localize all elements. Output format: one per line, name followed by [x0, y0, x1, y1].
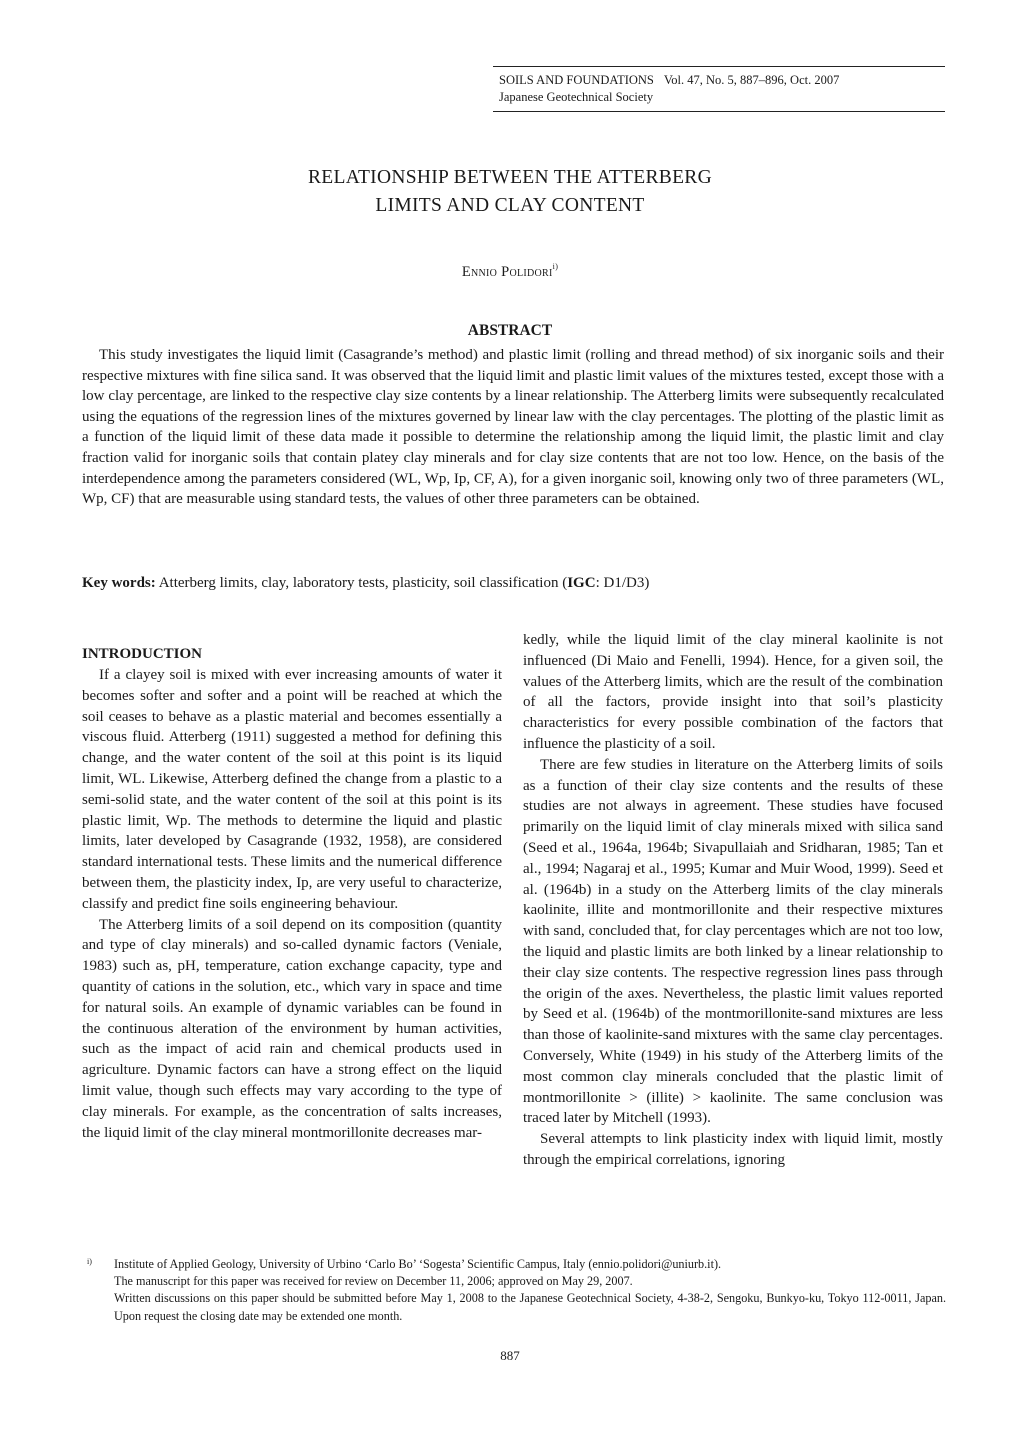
left-column [82, 646, 502, 1143]
introduction-heading: INTRODUCTION [82, 646, 203, 662]
journal-info-line [499, 72, 945, 89]
paper-title [0, 164, 1020, 220]
intro-paragraph-4: Several attempts to link plasticity index with liquid limit, mostly through the empirical correlations, ignoring [523, 1131, 943, 1168]
author-footnote-mark: i) [552, 262, 559, 271]
author-name: Ennio Polidori [461, 264, 553, 280]
footnote-received: The manuscript for this paper was received for review on December 11, 2006; approved on May 29, 2007. [114, 1274, 633, 1289]
footnote-affiliation-row [82, 1256, 946, 1273]
keywords: Key words: Atterberg limits, clay, laboratory tests, plasticity, soil classification (IGC: D1/D3) [82, 575, 650, 591]
abstract-heading: ABSTRACT [467, 322, 553, 339]
author [0, 262, 1020, 281]
keywords-label: Key words: [82, 575, 156, 591]
igc-value: D1/D3 [603, 575, 645, 591]
footnote [82, 1256, 946, 1325]
footnote-affiliation: Institute of Applied Geology, University of Urbino ‘Carlo Bo’ ‘Sogesta’ Scientific Campus, Italy (ennio.polidori@uniurb.it). [114, 1257, 722, 1271]
intro-paragraph-2: The Atterberg limits of a soil depend on its composition (quantity and type of clay minerals) and so-called dynamic factors (Veniale, 1983) such as, pH, temperature, cation exchange capacity, type and quantity of cations in the solution, etc., which vary in space and time for natural soils. An example of dynamic variables can be found in the continuous alteration of the environment by human activities, such as the impact of acid rain and chemical products used in agriculture. Dynamic factors can have a strong effect on the liquid limit value, though such effects may vary according to the type of clay minerals. For example, as the concentration of salts increases, the liquid limit of the clay mineral montmorillonite decreases mar- [82, 916, 502, 1141]
journal-header [493, 66, 945, 112]
intro-paragraph-3: There are few studies in literature on the Atterberg limits of soils as a function of their clay size contents and the results of these studies are not always in agreement. These studies have focused primarily on the liquid limit of clay minerals mixed with silica sand (Seed et al., 1964a, 1964b; Sivapullaiah and Sridharan, 1985; Tan et al., 1994; Nagaraj et al., 1995; Kumar and Muir Wood, 1999). Seed et al. (1964b) in a study on the Atterberg limits of the clay minerals kaolinite, illite and montmorillonite and their respective mixtures with sand, concluded that, for clay percentages which are not too low, the liquid and plastic limits are both linked by a linear relationship to their clay size contents. The respective regression lines pass through the origin of the axes. Nevertheless, the plastic limit values reported by Seed et al. (1964b) of the montmorillonite-sand mixtures are less than those of kaolinite-sand mixtures with the same clay percentages. Conversely, White (1949) in his study of the Atterberg limits of the most common clay minerals concluded that the plastic limit of montmorillonite > (illite) > kaolinite. The same conclusion was traced later by Mitchell (1993). [523, 756, 943, 1127]
page-number: 887 [500, 1348, 520, 1363]
keywords-text: Atterberg limits, clay, laboratory tests, plasticity, soil classification [158, 575, 559, 591]
journal-name: SOILS AND FOUNDATIONS [499, 73, 654, 87]
journal-volume: Vol. 47, No. 5, 887–896, Oct. 2007 [663, 73, 840, 87]
journal-society: Japanese Geotechnical Society [499, 90, 654, 104]
intro-paragraph-2-continued: kedly, while the liquid limit of the clay mineral kaolinite is not influenced (Di Maio and Fenelli, 1994). Hence, for a given soil, the values of the Atterberg limits, which are the result of the combination of all the factors, provide insight into that soil’s plasticity characteristics for every possible combination of the factors that influence the plasticity of a soil. [523, 632, 943, 752]
title-line-2: LIMITS AND CLAY CONTENT [375, 195, 645, 216]
footnote-mark: i) [87, 1257, 92, 1266]
abstract-text: This study investigates the liquid limit (Casagrande’s method) and plastic limit (rolling and thread method) of six inorganic soils and their respective mixtures with fine silica sand. It was observed that the liquid limit and plastic limit values of the mixtures tested, except those with a low clay percentage, are linked to the respective clay size contents by a linear relationship. The Atterberg limits were subsequently recalculated using the equations of the regression lines of the mixtures governed by linear law with the clay percentages. The plotting of the plastic limit as a function of the liquid limit of these data made it possible to determine the relationship among the liquid limit, the plastic limit and clay fraction valid for inorganic soils that contain platey clay minerals and for clay size contents that are not too low. Hence, on the basis of the interdependence among the parameters considered (WL, Wp, Ip, CF, A), for a given inorganic soil, knowing only two of three parameters (WL, Wp, CF) that are measurable using standard tests, the values of other three parameters can be obtained. [82, 347, 944, 508]
intro-paragraph-1: If a clayey soil is mixed with ever increasing amounts of water it becomes softer and softer and a point will be reached at which the soil ceases to behave as a plastic material and becomes essentially a viscous fluid. Atterberg (1911) suggested a method for defining this change, and the water content of the soil at this point is its liquid limit, WL. Likewise, Atterberg defined the change from a plastic to a semi-solid state, and the water content of the soil at this point is its plastic limit, Wp. The methods to determine the liquid and plastic limits, later developed by Casagrande (1932, 1958), are considered standard international tests. These limits and the numerical difference between them, the plasticity index, Ip, are very useful to characterize, classify and predict fine soils engineering behaviour. [82, 667, 502, 912]
title-line-1: RELATIONSHIP BETWEEN THE ATTERBERG [308, 167, 712, 188]
footnote-discussion: Written discussions on this paper should be submitted before May 1, 2008 to the Japanese Geotechnical Society, 4-38-2, Sengoku, Bunkyo-ku, Tokyo 112-0011, Japan. Upon request the closing date may be extended one month. [114, 1291, 946, 1323]
igc-label: IGC [567, 575, 596, 591]
right-column [523, 630, 943, 1171]
